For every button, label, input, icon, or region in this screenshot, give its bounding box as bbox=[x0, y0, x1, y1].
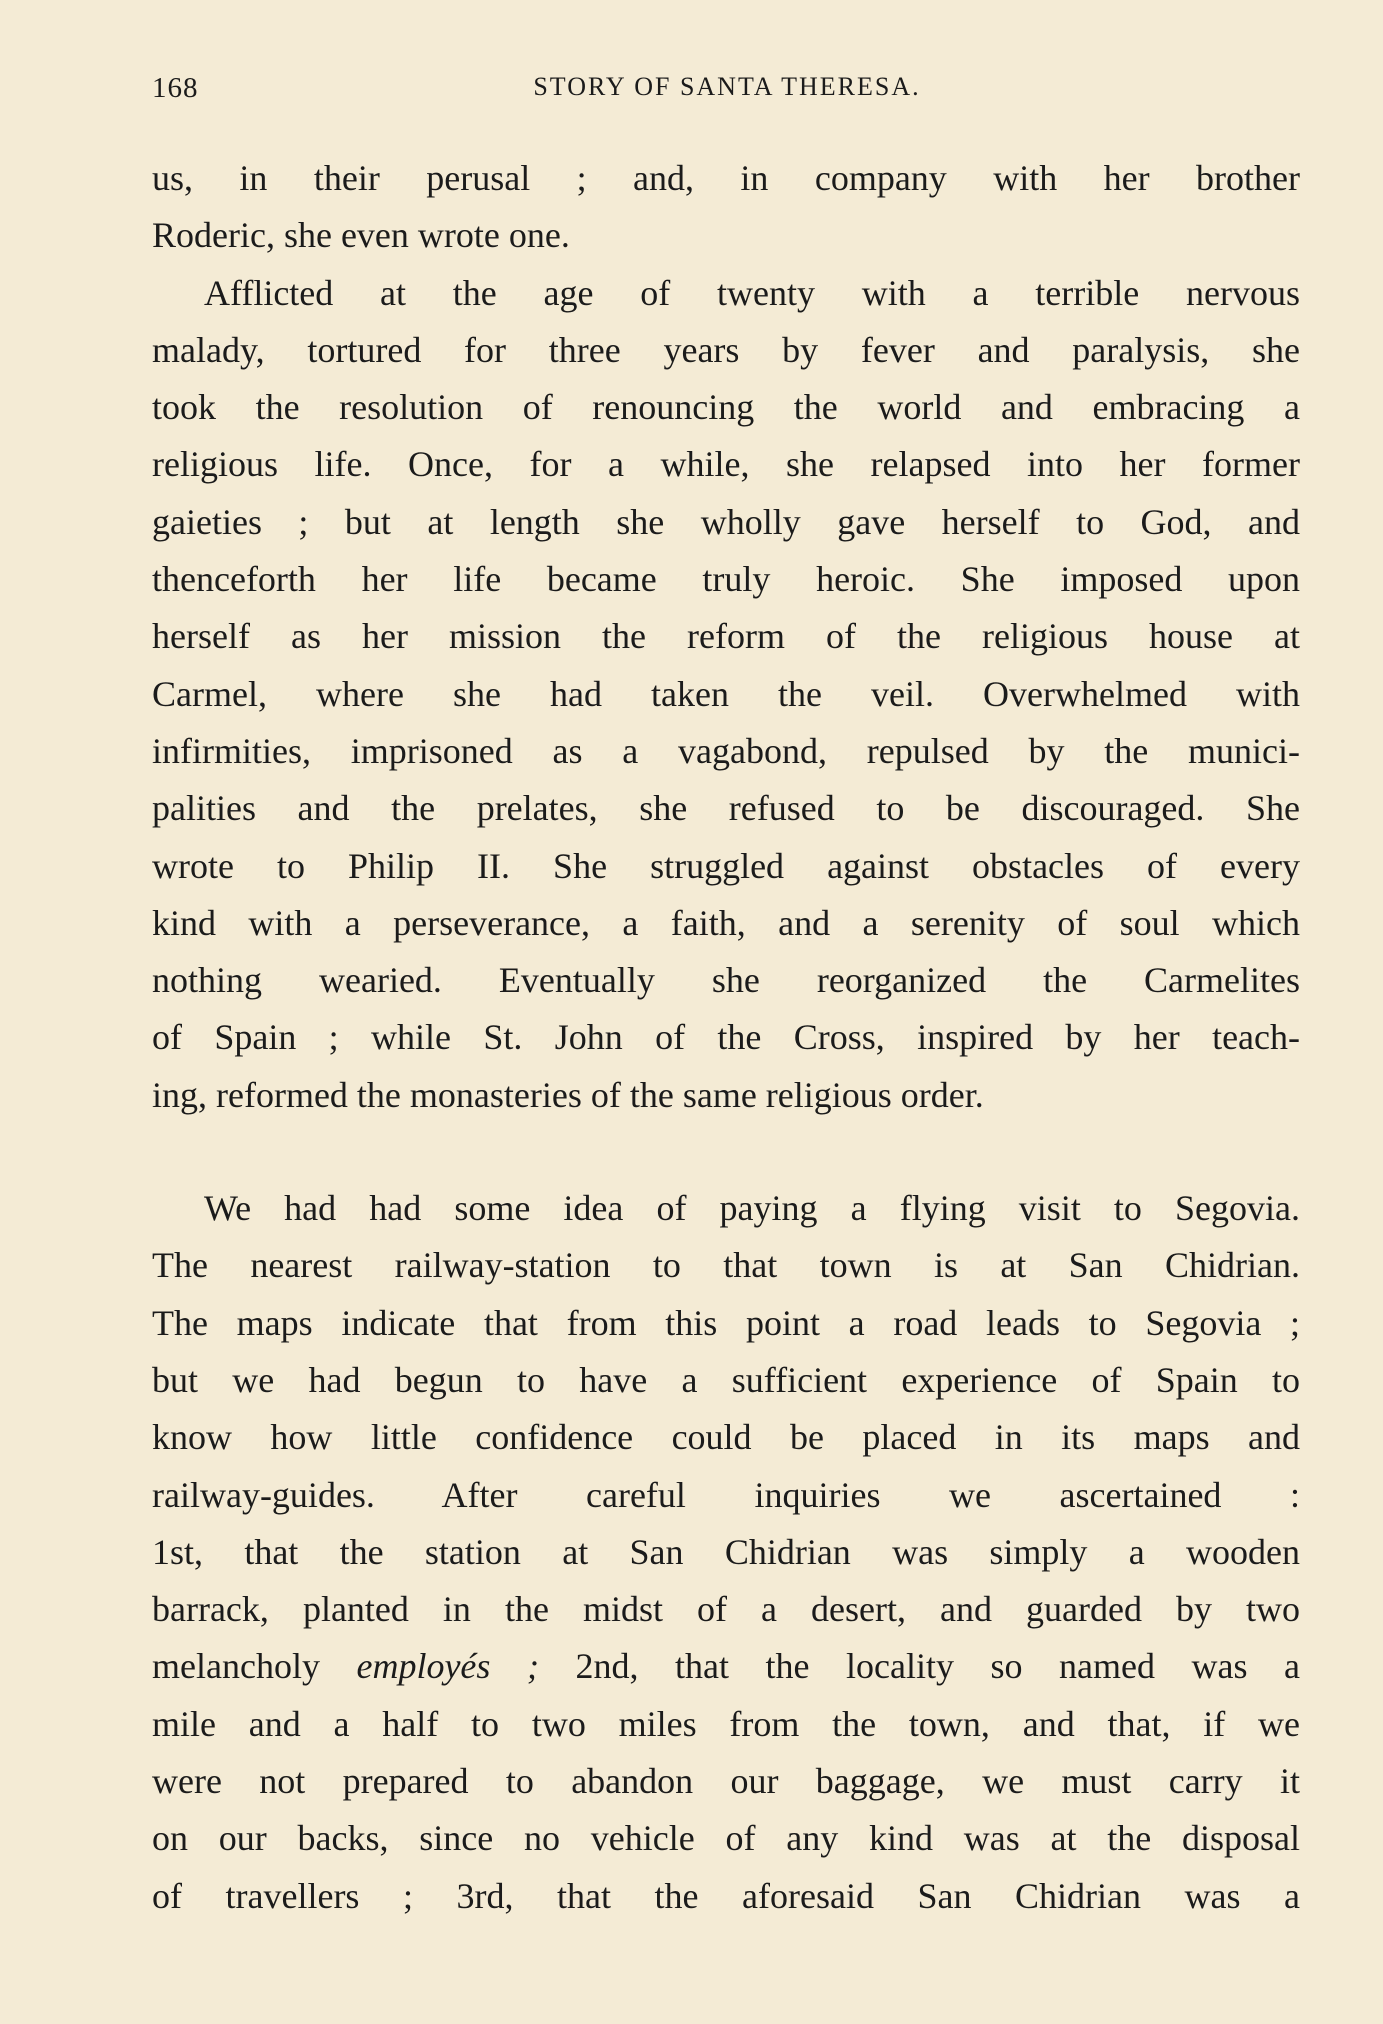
text-line: nothing wearied. Eventually she reorganized the Carmelites bbox=[152, 960, 1300, 1001]
body-text bbox=[152, 150, 1300, 1925]
paragraph-3 bbox=[152, 1180, 1300, 1925]
text-line: barrack, planted in the midst of a desert, and guarded by two bbox=[152, 1589, 1300, 1630]
text-line: herself as her mission the reform of the religious house at bbox=[152, 616, 1300, 657]
text-line: railway-guides. After careful inquiries we ascertained : bbox=[152, 1474, 1300, 1515]
paragraph-2 bbox=[152, 265, 1300, 1124]
text-line: but we had begun to have a sufficient experience of Spain to bbox=[152, 1359, 1300, 1400]
running-title: STORY OF SANTA THERESA. bbox=[533, 72, 921, 101]
section-break bbox=[152, 1124, 1300, 1180]
running-head bbox=[152, 72, 1302, 112]
text-line: infirmities, imprisoned as a vagabond, repulsed by the munici- bbox=[152, 730, 1300, 771]
text-line: Afflicted at the age of twenty with a terrible nervous bbox=[204, 272, 1300, 313]
text-line: palities and the prelates, she refused to be discouraged. She bbox=[152, 788, 1300, 829]
text-line: wrote to Philip II. She struggled against obstacles of every bbox=[152, 845, 1300, 886]
text-line: took the resolution of renouncing the world and embracing a bbox=[152, 387, 1300, 428]
text-line: Roderic, she even wrote one. bbox=[152, 215, 570, 256]
italic-term: employés ; bbox=[356, 1646, 539, 1687]
text-line: of Spain ; while St. John of the Cross, inspired by her teach- bbox=[152, 1017, 1300, 1058]
text-line: were not prepared to abandon our baggage, we must carry it bbox=[152, 1761, 1300, 1802]
text-line: know how little confidence could be placed in its maps and bbox=[152, 1417, 1300, 1458]
text-line: malady, tortured for three years by fever and paralysis, she bbox=[152, 329, 1300, 370]
text-line: Carmel, where she had taken the veil. Overwhelmed with bbox=[152, 673, 1300, 714]
text-line: ing, reformed the monasteries of the same religious order. bbox=[152, 1074, 984, 1115]
text-line: We had had some idea of paying a flying visit to Segovia. bbox=[204, 1188, 1300, 1229]
text-line: kind with a perseverance, a faith, and a serenity of soul which bbox=[152, 902, 1300, 943]
text-line: The nearest railway-station to that town is at San Chidrian. bbox=[152, 1245, 1300, 1286]
text-segment: 2nd, that the locality so named was a bbox=[538, 1646, 1300, 1687]
text-line: religious life. Once, for a while, she relapsed into her former bbox=[152, 444, 1300, 485]
text-line: The maps indicate that from this point a road leads to Segovia ; bbox=[152, 1302, 1300, 1343]
text-line: thenceforth her life became truly heroic. She imposed upon bbox=[152, 559, 1300, 600]
page-number: 168 bbox=[152, 72, 199, 104]
text-line: gaieties ; but at length she wholly gave herself to God, and bbox=[152, 501, 1300, 542]
paragraph-1 bbox=[152, 150, 1300, 265]
text-line: mile and a half to two miles from the town, and that, if we bbox=[152, 1703, 1300, 1744]
text-line-with-italic bbox=[152, 1638, 1300, 1695]
text-line: on our backs, since no vehicle of any kind was at the disposal bbox=[152, 1818, 1300, 1859]
text-line: us, in their perusal ; and, in company with her brother bbox=[152, 158, 1300, 198]
text-segment: melancholy bbox=[152, 1646, 357, 1687]
text-line: of travellers ; 3rd, that the aforesaid San Chidrian was a bbox=[152, 1875, 1300, 1916]
text-line: 1st, that the station at San Chidrian was simply a wooden bbox=[152, 1531, 1300, 1572]
